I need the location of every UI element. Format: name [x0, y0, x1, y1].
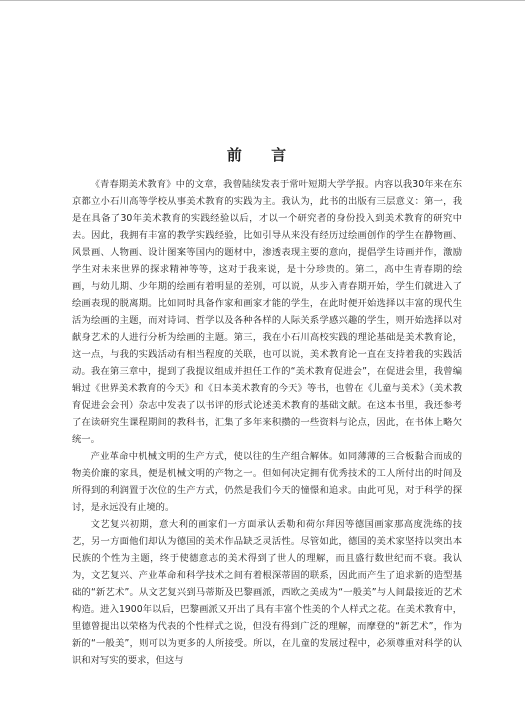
paragraph: 《青春期美术教育》中的文章，我曾陆续发表于常叶短期大学学报。内容以我30年来在东京都立小石川高等学校从事美术教育的实践为主。我认为，此书的出版有三层意义：第一，我是在具备了30年美术教育的实践经验以后，才以一个研究者的身份投入到美术教育的研究中去。因此，我拥有丰富的教学实践经验，比如引导从来没有经历过绘画创作的学生在静物画、风景画、人物画、设计图案等国内的题材中，渗透表现主要的意向，提倡学生诗画并作，激励学生对未来世界的探求精神等等，这对于我来说，是十分珍贵的。第二，高中生青春期的绘画，与幼儿期、少年期的绘画有着明显的差别，可以说，从步入青春期开始，学生们就进入了绘画表现的脱离期。比如同时具备作家和画家才能的学生，在此时便开始选择以丰富的现代生活为绘画的主题，而对诗词、哲学以及各种各样的人际关系学感兴趣的学生，则开始选择以对献身艺术的人进行分析为绘画的主题。第三，我在小石川高校实践的理论基础是美术教育论，这一点，与我的实践活动有相当程度的关联，也可以说，美术教育论一直在支持着我的实践活动。我在第三章中，提到了我提议组成并担任工作的“美术教育促进会”，在促进会里，我曾编辑过《世界美术教育的今天》和《日本美术教育的今天》等书，也曾在《儿童与美术》（美术教育促进会会刊）杂志中发表了以书评的形式论述美术教育的基础文献。在这本书里，我还参考了在读研究生课程期间的教科书，汇集了多年来积攒的一些资料与论点，因此，在书体上略欠统一。 — [72, 179, 462, 445]
paragraph: 文艺复兴初期，意大利的画家们一方面承认丢勒和荷尔拜因等德国画家那高度洗练的技艺，另一方面他们却认为德国的美术作品缺乏灵活性。尽管如此，德国的美术家坚持以突出本民族的个性为主题，终于使德意志的美术得到了世人的理解，而且盛行数世纪而不衰。我认为，文艺复兴、产业革命和科学技术之间有着根深蒂固的联系，因此而产生了追求新的造型基础的“新艺术”。从文艺复兴到马蒂斯及巴黎画派，西欧之美成为“一般美”与人间最接近的艺术构造。进入1900年以后，巴黎画派又开出了具有丰富个性美的个人样式之花。在美术教育中，里德曾提出以荣格为代表的个性样式之说，但没有得到广泛的理解，而摩登的“新艺术”，作为新的“一般美”，则可以为更多的人所接受。所以，在儿童的发展过程中，必须尊重对科学的认识和对写实的要求，但这与 — [72, 519, 462, 666]
preface-body — [72, 176, 462, 669]
page-title: 前 言 — [226, 146, 299, 164]
paragraph: 产业革命中机械文明的生产方式，使以往的生产组合解体。如同薄薄的三合板黏合而成的物美价廉的家具，便是机械文明的产物之一。但如何决定拥有优秀技术的工人所付出的时间及所得到的利润置于次位的生产方式，仍然是我们今天的憧憬和追求。由此可见，对于科学的探讨，是永远没有止境的。 — [72, 451, 462, 513]
page-top-edge — [0, 0, 525, 1]
